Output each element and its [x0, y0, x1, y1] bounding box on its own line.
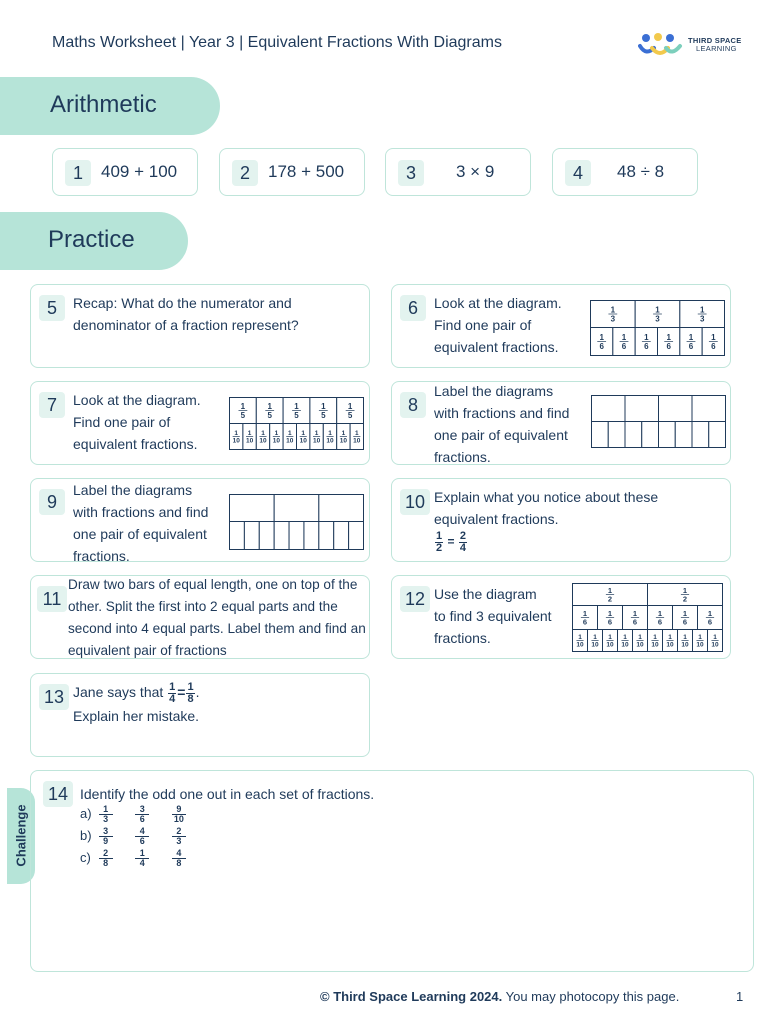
- logo-icon: [638, 32, 686, 60]
- cell-numerator: 1: [683, 634, 687, 641]
- numerator: 9: [172, 805, 186, 815]
- denominator: 6: [139, 814, 145, 824]
- fraction-set-a: [80, 805, 187, 827]
- question-line: Jane says that: [73, 684, 164, 700]
- cell-denominator: 10: [651, 641, 659, 649]
- fraction-wall-cell: [349, 522, 364, 550]
- set-label: b): [80, 827, 92, 843]
- cell-denominator: 6: [688, 342, 694, 352]
- cell-numerator: 1: [347, 402, 353, 411]
- fraction-wall-cell: [692, 396, 726, 422]
- numerator: 4: [172, 849, 186, 859]
- question-8-card: [391, 381, 731, 465]
- numerator: 3: [135, 805, 149, 815]
- cell-numerator: 1: [688, 333, 694, 342]
- denominator: 8: [176, 858, 182, 868]
- cell-numerator: 1: [261, 430, 265, 437]
- cell-numerator: 1: [621, 333, 627, 342]
- full-stop: .: [195, 684, 200, 700]
- practice-heading: Practice: [48, 226, 135, 253]
- cell-denominator: 10: [339, 437, 348, 445]
- cell-numerator: 1: [655, 305, 660, 315]
- set-label: a): [80, 805, 92, 821]
- numerator: 1: [169, 680, 176, 693]
- cell-denominator: 10: [696, 641, 704, 649]
- cell-numerator: 1: [247, 430, 252, 437]
- denominator: 2: [436, 542, 443, 554]
- cell-numerator: 1: [698, 634, 702, 641]
- arithmetic-expression: 48 ÷ 8: [617, 162, 665, 181]
- cell-numerator: 1: [666, 333, 671, 342]
- question-line: fractions.: [73, 548, 130, 564]
- cell-numerator: 1: [328, 430, 332, 437]
- cell-numerator: 1: [582, 609, 588, 618]
- cell-numerator: 1: [668, 634, 672, 641]
- question-number: 3: [398, 160, 424, 186]
- cell-numerator: 1: [623, 634, 627, 641]
- question-10-card: [391, 478, 731, 562]
- fraction-wall-cell: [659, 422, 676, 448]
- cell-denominator: 10: [299, 437, 307, 445]
- fraction-wall-cell: [230, 522, 245, 550]
- question-text: [434, 292, 562, 358]
- fraction-wall-cell: [709, 422, 726, 448]
- practice-section-tab: [0, 212, 188, 270]
- cell-numerator: 1: [354, 430, 359, 437]
- cell-denominator: 5: [321, 411, 326, 421]
- cell-denominator: 10: [681, 641, 689, 649]
- question-text: Recap: What do the numerator and denominator of a fraction represent?: [73, 295, 299, 333]
- fraction-wall-cell: [274, 495, 319, 522]
- cell-denominator: 10: [666, 641, 674, 649]
- denominator: 10: [173, 814, 184, 824]
- cell-denominator: 10: [232, 437, 240, 445]
- question-6-card: [391, 284, 731, 368]
- cell-numerator: 1: [593, 634, 597, 641]
- cell-denominator: 6: [632, 617, 638, 627]
- fraction-sets: [80, 805, 187, 871]
- arithmetic-expression: 178 + 500: [268, 162, 345, 181]
- fraction-wall-fifths-tenths: [229, 397, 365, 451]
- cell-numerator: 1: [341, 430, 346, 437]
- cell-denominator: 6: [707, 617, 713, 627]
- question-line: Explain her mistake.: [73, 707, 200, 724]
- cell-denominator: 5: [267, 411, 272, 421]
- question-number: 14: [43, 781, 73, 807]
- fraction-wall-cell: [304, 522, 319, 550]
- question-line: Label the diagrams: [73, 482, 193, 498]
- cell-denominator: 6: [711, 342, 716, 352]
- arithmetic-question-3: [385, 148, 531, 196]
- blank-fraction-wall-thirds-ninths: [229, 494, 365, 550]
- cell-numerator: 1: [632, 609, 638, 618]
- fraction-wall-cell: [675, 422, 692, 448]
- cell-numerator: 1: [653, 634, 657, 641]
- cell-numerator: 1: [682, 609, 688, 618]
- cell-numerator: 1: [234, 430, 239, 437]
- question-number: 13: [39, 684, 69, 710]
- question-number: 6: [400, 295, 426, 321]
- question-number: 5: [39, 295, 65, 321]
- equivalence-statement: [434, 531, 468, 554]
- fraction-wall-cell: [592, 396, 626, 422]
- fraction-wall-cell: [244, 522, 259, 550]
- question-number: 7: [39, 392, 65, 418]
- fraction-wall-cell: [659, 396, 693, 422]
- numerator: 3: [99, 827, 113, 837]
- logo-line2: LEARNING: [696, 44, 737, 53]
- question-text: [434, 380, 569, 468]
- cell-numerator: 1: [610, 305, 616, 315]
- cell-denominator: 10: [272, 437, 281, 445]
- denominator: 9: [103, 836, 109, 846]
- numerator: 1: [436, 530, 443, 542]
- arithmetic-heading: Arithmetic: [50, 91, 157, 118]
- question-number: 2: [232, 160, 258, 186]
- cell-denominator: 6: [582, 617, 588, 627]
- question-11-card: [30, 575, 370, 659]
- cell-numerator: 1: [607, 609, 613, 618]
- question-text: [73, 681, 200, 727]
- cell-denominator: 10: [326, 437, 334, 445]
- question-9-card: [30, 478, 370, 562]
- cell-denominator: 6: [607, 617, 613, 627]
- numerator: 4: [135, 827, 149, 837]
- third-space-learning-logo: [638, 32, 748, 60]
- question-text: [73, 479, 208, 567]
- denominator: 3: [176, 836, 182, 846]
- arithmetic-section-tab: [0, 77, 220, 135]
- question-number: 10: [400, 489, 430, 515]
- denominator: 4: [459, 542, 466, 554]
- copyright-rest: You may photocopy this page.: [502, 989, 680, 1004]
- numerator: 1: [187, 680, 194, 693]
- numerator: 2: [99, 849, 113, 859]
- arithmetic-expression: 409 + 100: [101, 162, 178, 181]
- cell-numerator: 1: [314, 430, 319, 437]
- cell-denominator: 6: [599, 342, 604, 352]
- question-number: 4: [565, 160, 591, 186]
- blank-fraction-wall-quarters-eighths: [591, 395, 727, 449]
- cell-denominator: 10: [245, 437, 254, 445]
- arithmetic-question-4: [552, 148, 698, 196]
- cell-denominator: 5: [347, 411, 353, 421]
- question-line: Label the diagrams: [434, 383, 554, 399]
- fraction-wall-thirds-sixths: [590, 300, 726, 356]
- cell-denominator: 10: [353, 437, 361, 445]
- question-7-card: [30, 381, 370, 465]
- fraction-wall-cell: [230, 495, 275, 522]
- question-text: Explain what you notice about these equivalent fractions.: [434, 489, 659, 527]
- question-text: [73, 389, 201, 455]
- cell-numerator: 1: [321, 402, 326, 411]
- cell-numerator: 1: [657, 609, 663, 618]
- cell-denominator: 10: [576, 641, 584, 649]
- question-14-card: [30, 770, 754, 972]
- denominator: 8: [187, 692, 194, 705]
- question-line: with fractions and find: [73, 504, 209, 520]
- cell-numerator: 1: [301, 430, 306, 437]
- cell-numerator: 1: [240, 402, 246, 411]
- cell-denominator: 2: [607, 594, 613, 604]
- question-number: 12: [400, 586, 430, 612]
- question-line: fractions.: [434, 449, 491, 465]
- cell-denominator: 10: [711, 641, 719, 649]
- question-line: to find 3 equivalent: [434, 608, 552, 624]
- question-line: Look at the diagram.: [73, 392, 201, 408]
- question-number: 11: [37, 586, 67, 612]
- question-text: Identify the odd one out in each set of fractions.: [80, 786, 375, 802]
- fraction-wall-cell: [692, 422, 709, 448]
- cell-numerator: 1: [711, 333, 716, 342]
- logo-line1: THIRD SPACE: [688, 36, 742, 45]
- set-label: c): [80, 849, 91, 865]
- question-line: equivalent fractions.: [73, 436, 198, 452]
- fraction-wall-cell: [259, 522, 274, 550]
- cell-denominator: 5: [240, 411, 246, 421]
- cell-denominator: 6: [682, 617, 688, 627]
- question-number: 8: [400, 392, 426, 418]
- cell-numerator: 1: [608, 634, 612, 641]
- cell-numerator: 1: [607, 586, 613, 595]
- question-line: Find one pair of: [434, 317, 532, 333]
- question-text: Draw two bars of equal length, one on top of the other. Split the first into 2 equal parts and the second into 4 equal parts. Label them and find an equivalent pair of fractions: [68, 577, 366, 658]
- question-line: Use the diagram: [434, 586, 537, 602]
- challenge-heading: Challenge: [13, 804, 29, 867]
- fraction-wall-cell: [625, 396, 659, 422]
- question-line: with fractions and find: [434, 405, 570, 421]
- question-line: equivalent fractions.: [434, 339, 559, 355]
- denominator: 6: [139, 836, 145, 846]
- cell-denominator: 10: [286, 437, 294, 445]
- numerator: 2: [172, 827, 186, 837]
- fraction-wall-cell: [319, 495, 364, 522]
- fraction-set-c: [80, 849, 187, 871]
- arithmetic-expression: 3 × 9: [456, 162, 495, 181]
- cell-numerator: 1: [644, 333, 649, 342]
- cell-denominator: 10: [621, 641, 629, 649]
- question-text: [434, 583, 552, 649]
- question-line: Find one pair of: [73, 414, 171, 430]
- equals-sign: =: [447, 534, 455, 549]
- cell-denominator: 10: [636, 641, 644, 649]
- fraction-set-b: [80, 827, 187, 849]
- cell-numerator: 1: [267, 402, 272, 411]
- denominator: 8: [103, 858, 109, 868]
- numerator: 2: [459, 530, 466, 542]
- cell-denominator: 5: [294, 411, 299, 421]
- question-line: one pair of equivalent: [434, 427, 568, 443]
- equals-sign: =: [177, 684, 186, 700]
- cell-denominator: 6: [666, 342, 671, 352]
- worksheet-title: Maths Worksheet | Year 3 | Equivalent Fractions With Diagrams: [52, 34, 502, 51]
- cell-denominator: 10: [606, 641, 614, 649]
- numerator: 1: [135, 849, 149, 859]
- copyright-bold: © Third Space Learning 2024.: [320, 989, 503, 1004]
- cell-denominator: 10: [312, 437, 321, 445]
- question-line: one pair of equivalent: [73, 526, 207, 542]
- fraction-wall-cell: [289, 522, 304, 550]
- cell-denominator: 6: [621, 342, 627, 352]
- cell-numerator: 1: [707, 609, 713, 618]
- fraction-wall-cell: [642, 422, 659, 448]
- denominator: 4: [169, 692, 176, 705]
- question-number: 9: [39, 489, 65, 515]
- cell-denominator: 3: [610, 314, 616, 324]
- fraction-wall-cell: [608, 422, 625, 448]
- fraction-wall-cell: [592, 422, 609, 448]
- fraction-wall-halves-sixths-tenths: [572, 583, 724, 653]
- cell-numerator: 1: [294, 402, 299, 411]
- fraction-wall-cell: [274, 522, 289, 550]
- cell-denominator: 6: [657, 617, 663, 627]
- cell-numerator: 1: [599, 333, 604, 342]
- question-12-card: [391, 575, 731, 659]
- fraction-wall-cell: [625, 422, 642, 448]
- question-number: 1: [65, 160, 91, 186]
- page-number: 1: [736, 989, 744, 1004]
- cell-numerator: 1: [713, 634, 717, 641]
- cell-denominator: 6: [644, 342, 649, 352]
- cell-denominator: 2: [682, 594, 688, 604]
- cell-denominator: 10: [259, 437, 267, 445]
- arithmetic-question-2: [219, 148, 365, 196]
- cell-numerator: 1: [287, 430, 292, 437]
- cell-denominator: 10: [591, 641, 599, 649]
- cell-numerator: 1: [699, 305, 705, 315]
- question-line: fractions.: [434, 630, 491, 646]
- cell-numerator: 1: [578, 634, 582, 641]
- fraction-wall-cell: [334, 522, 349, 550]
- question-5-card: [30, 284, 370, 368]
- arithmetic-question-1: [52, 148, 198, 196]
- cell-numerator: 1: [274, 430, 279, 437]
- cell-denominator: 3: [655, 314, 660, 324]
- cell-denominator: 3: [699, 314, 705, 324]
- question-13-card: [30, 673, 370, 757]
- fraction-wall-cell: [319, 522, 334, 550]
- numerator: 1: [99, 805, 113, 815]
- question-line: Look at the diagram.: [434, 295, 562, 311]
- cell-numerator: 1: [638, 634, 642, 641]
- denominator: 4: [139, 858, 145, 868]
- denominator: 3: [103, 814, 109, 824]
- copyright-footer: [320, 989, 679, 1004]
- cell-numerator: 1: [682, 586, 688, 595]
